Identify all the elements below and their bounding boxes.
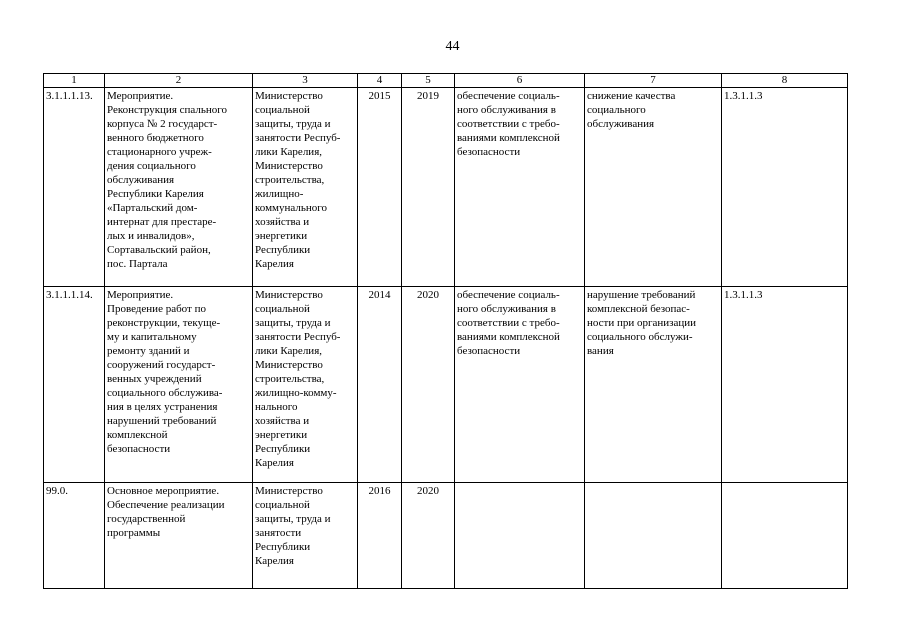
end-year: 2019 xyxy=(402,88,455,287)
program-measures-table xyxy=(43,73,848,589)
indicator-link: 1.3.1.1.3 xyxy=(722,287,848,483)
measure-description: Основное мероприятие. Обеспечение реализации государственной программы xyxy=(105,483,253,589)
table-row xyxy=(44,483,848,589)
start-year: 2014 xyxy=(358,287,402,483)
indicator-link: 1.3.1.1.3 xyxy=(722,88,848,287)
table-row xyxy=(44,88,848,287)
non-implementation-consequence xyxy=(585,483,722,589)
end-year: 2020 xyxy=(402,287,455,483)
end-year: 2020 xyxy=(402,483,455,589)
non-implementation-consequence: снижение качества социального обслуживания xyxy=(585,88,722,287)
measure-code: 99.0. xyxy=(44,483,105,589)
start-year: 2016 xyxy=(358,483,402,589)
table-header-row xyxy=(44,74,848,88)
responsible-executor: Министерство социальной защиты, труда и занятости Республики Карелия xyxy=(253,483,358,589)
expected-result: обеспечение социаль- ного обслуживания в соответствии с требо- ваниями комплексной безопасности xyxy=(455,88,585,287)
measure-description: Мероприятие. Реконструкция спального корпуса № 2 государст- венного бюджетного стационарного учреж- дения социального обслуживания Республики Карелия «Партальский дом- интернат для престаре- лых и инвалидов», Сортавальский район, пос. Партала xyxy=(105,88,253,287)
column-header: 2 xyxy=(105,74,253,88)
measure-code: 3.1.1.1.14. xyxy=(44,287,105,483)
column-header: 1 xyxy=(44,74,105,88)
measure-description: Мероприятие. Проведение работ по реконструкции, текуще- му и капитальному ремонту зданий и сооружений государст- венных учреждений социального обслужива- ния в целях устранения нарушений требований комплексной безопасности xyxy=(105,287,253,483)
table-row xyxy=(44,287,848,483)
expected-result xyxy=(455,483,585,589)
column-header: 7 xyxy=(585,74,722,88)
column-header: 5 xyxy=(402,74,455,88)
page-number: 44 xyxy=(445,39,460,54)
column-header: 4 xyxy=(358,74,402,88)
column-header: 6 xyxy=(455,74,585,88)
indicator-link xyxy=(722,483,848,589)
non-implementation-consequence: нарушение требований комплексной безопас- ности при организации социального обслужи- вания xyxy=(585,287,722,483)
expected-result: обеспечение социаль- ного обслуживания в соответствии с требо- ваниями комплексной безопасности xyxy=(455,287,585,483)
responsible-executor: Министерство социальной защиты, труда и занятости Респуб- лики Карелия, Министерство строительства, жилищно- коммунального хозяйства и энергетики Республики Карелия xyxy=(253,88,358,287)
column-header: 8 xyxy=(722,74,848,88)
column-header: 3 xyxy=(253,74,358,88)
responsible-executor: Министерство социальной защиты, труда и занятости Респуб- лики Карелия, Министерство строительства, жилищно-комму- нального хозяйства и энергетики Республики Карелия xyxy=(253,287,358,483)
measure-code: 3.1.1.1.13. xyxy=(44,88,105,287)
start-year: 2015 xyxy=(358,88,402,287)
